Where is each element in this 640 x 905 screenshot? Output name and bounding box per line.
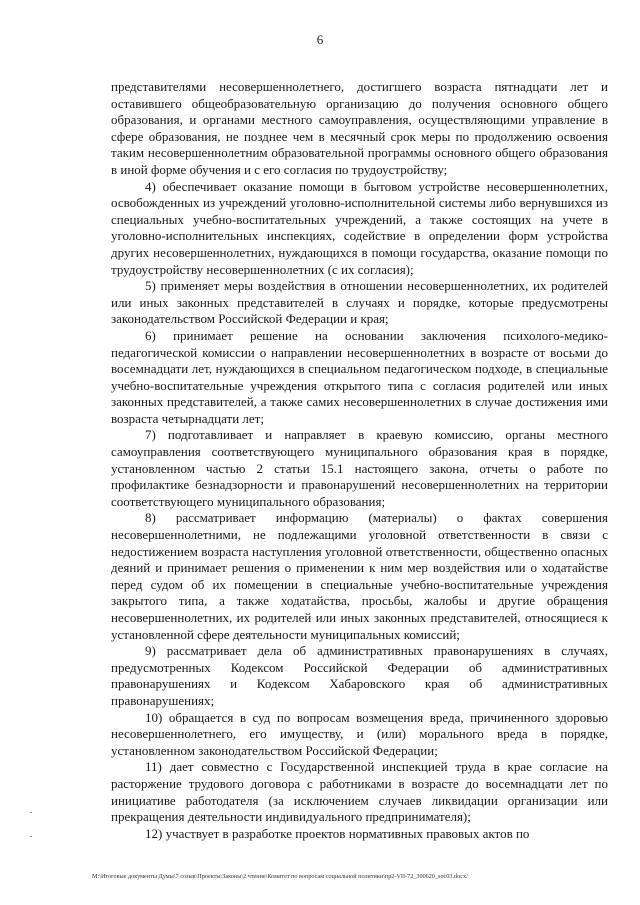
paragraph-continuation: представителями несовершеннолетнего, достигшего возраста пятнадцати лет и оставившего общеобразовательную организацию до получения основного общего образования, и органами местного самоуправления, осуществляющими управление в сфере образования, не позднее чем в месячный срок меры по продолжению освоения таким несовершеннолетним образовательной программы основного общего образования в иной форме обучения и с его согласия по трудоустройству;	[111, 79, 608, 177]
paragraph-item-11: 11) дает совместно с Государственной инспекцией труда в крае согласие на расторжение трудового договора с работниками в возрасте до восемнадцати лет по инициативе работодателя (за исключением случаев ликвидации организации или прекращения деятельности индивидуального предпринимателя);	[111, 759, 608, 825]
paragraph-item-5: 5) применяет меры воздействия в отношении несовершеннолетних, их родителей или иных законных представителей в случаях и порядке, которые предусмотрены законодательством Российской Федерации и края;	[111, 278, 608, 327]
footer-file-path: M:\Итоговые документы Думы\7 созыв\Проекты\Законы\2 чтение\Комитет по вопросам социальной политики\пр2-VII-72_300620_soc03.docx/	[92, 873, 468, 880]
paragraph-item-10: 10) обращается в суд по вопросам возмещения вреда, причиненного здоровью несовершеннолетнего, его имуществу, и (или) морального вреда в порядке, установленном законодательством Российской Федерации;	[111, 709, 608, 758]
scan-margin-mark	[30, 836, 32, 837]
paragraph-item-7: 7) подготавливает и направляет в краевую комиссию, органы местного самоуправления соответствующего муниципального образования края в порядке, установленном частью 2 статьи 15.1 настоящего закона, отчеты о работе по профилактике безнадзорности и правонарушений несовершеннолетних на территории соответствующего муниципального образования;	[111, 427, 608, 509]
paragraph-item-8: 8) рассматривает информацию (материалы) о фактах совершения несовершеннолетними, не подлежащими уголовной ответственности в связи с недостижением возраста наступления уголовной ответственности, общественно опасных деяний и принимает решения о применении к ним мер воздействия или о ходатайстве перед судом об их помещении в специальные учебно-воспитательные учреждения закрытого типа, а также ходатайства, просьбы, жалобы и другие обращения несовершеннолетних, их родителей или иных законных представителей, относящиеся к установленной сфере деятельности муниципальных комиссий;	[111, 510, 608, 642]
paragraph-item-12: 12) участвует в разработке проектов нормативных правовых актов по	[145, 825, 530, 841]
page-number: 6	[316, 32, 324, 47]
paragraph-item-9: 9) рассматривает дела об административных правонарушениях в случаях, предусмотренных Кодексом Российской Федерации об административных правонарушениях и Кодексом Хабаровского края об административных правонарушениях;	[111, 643, 608, 708]
scan-margin-mark	[30, 812, 32, 813]
document-body	[111, 79, 608, 842]
paragraph-item-4: 4) обеспечивает оказание помощи в бытовом устройстве несовершеннолетних, освобожденных из учреждений уголовно-исполнительной системы либо вернувшихся из специальных учебно-воспитательных учреждений, а также состоящих на учете в уголовно-исполнительных инспекциях, содействие в определении форм устройства других несовершеннолетних, нуждающихся в помощи государства, оказание помощи по трудоустройству несовершеннолетних (с их согласия);	[111, 178, 608, 277]
paragraph-item-6: 6) принимает решение на основании заключения психолого-медико-педагогической комиссии о направлении несовершеннолетних в возрасте от восьми до восемнадцати лет, нуждающихся в специальном педагогическом подходе, в специальные учебно-воспитательные учреждения открытого типа с согласия родителей или иных законных представителей, а также самих несовершеннолетних в случае достижения ими возраста четырнадцати лет;	[111, 327, 608, 426]
